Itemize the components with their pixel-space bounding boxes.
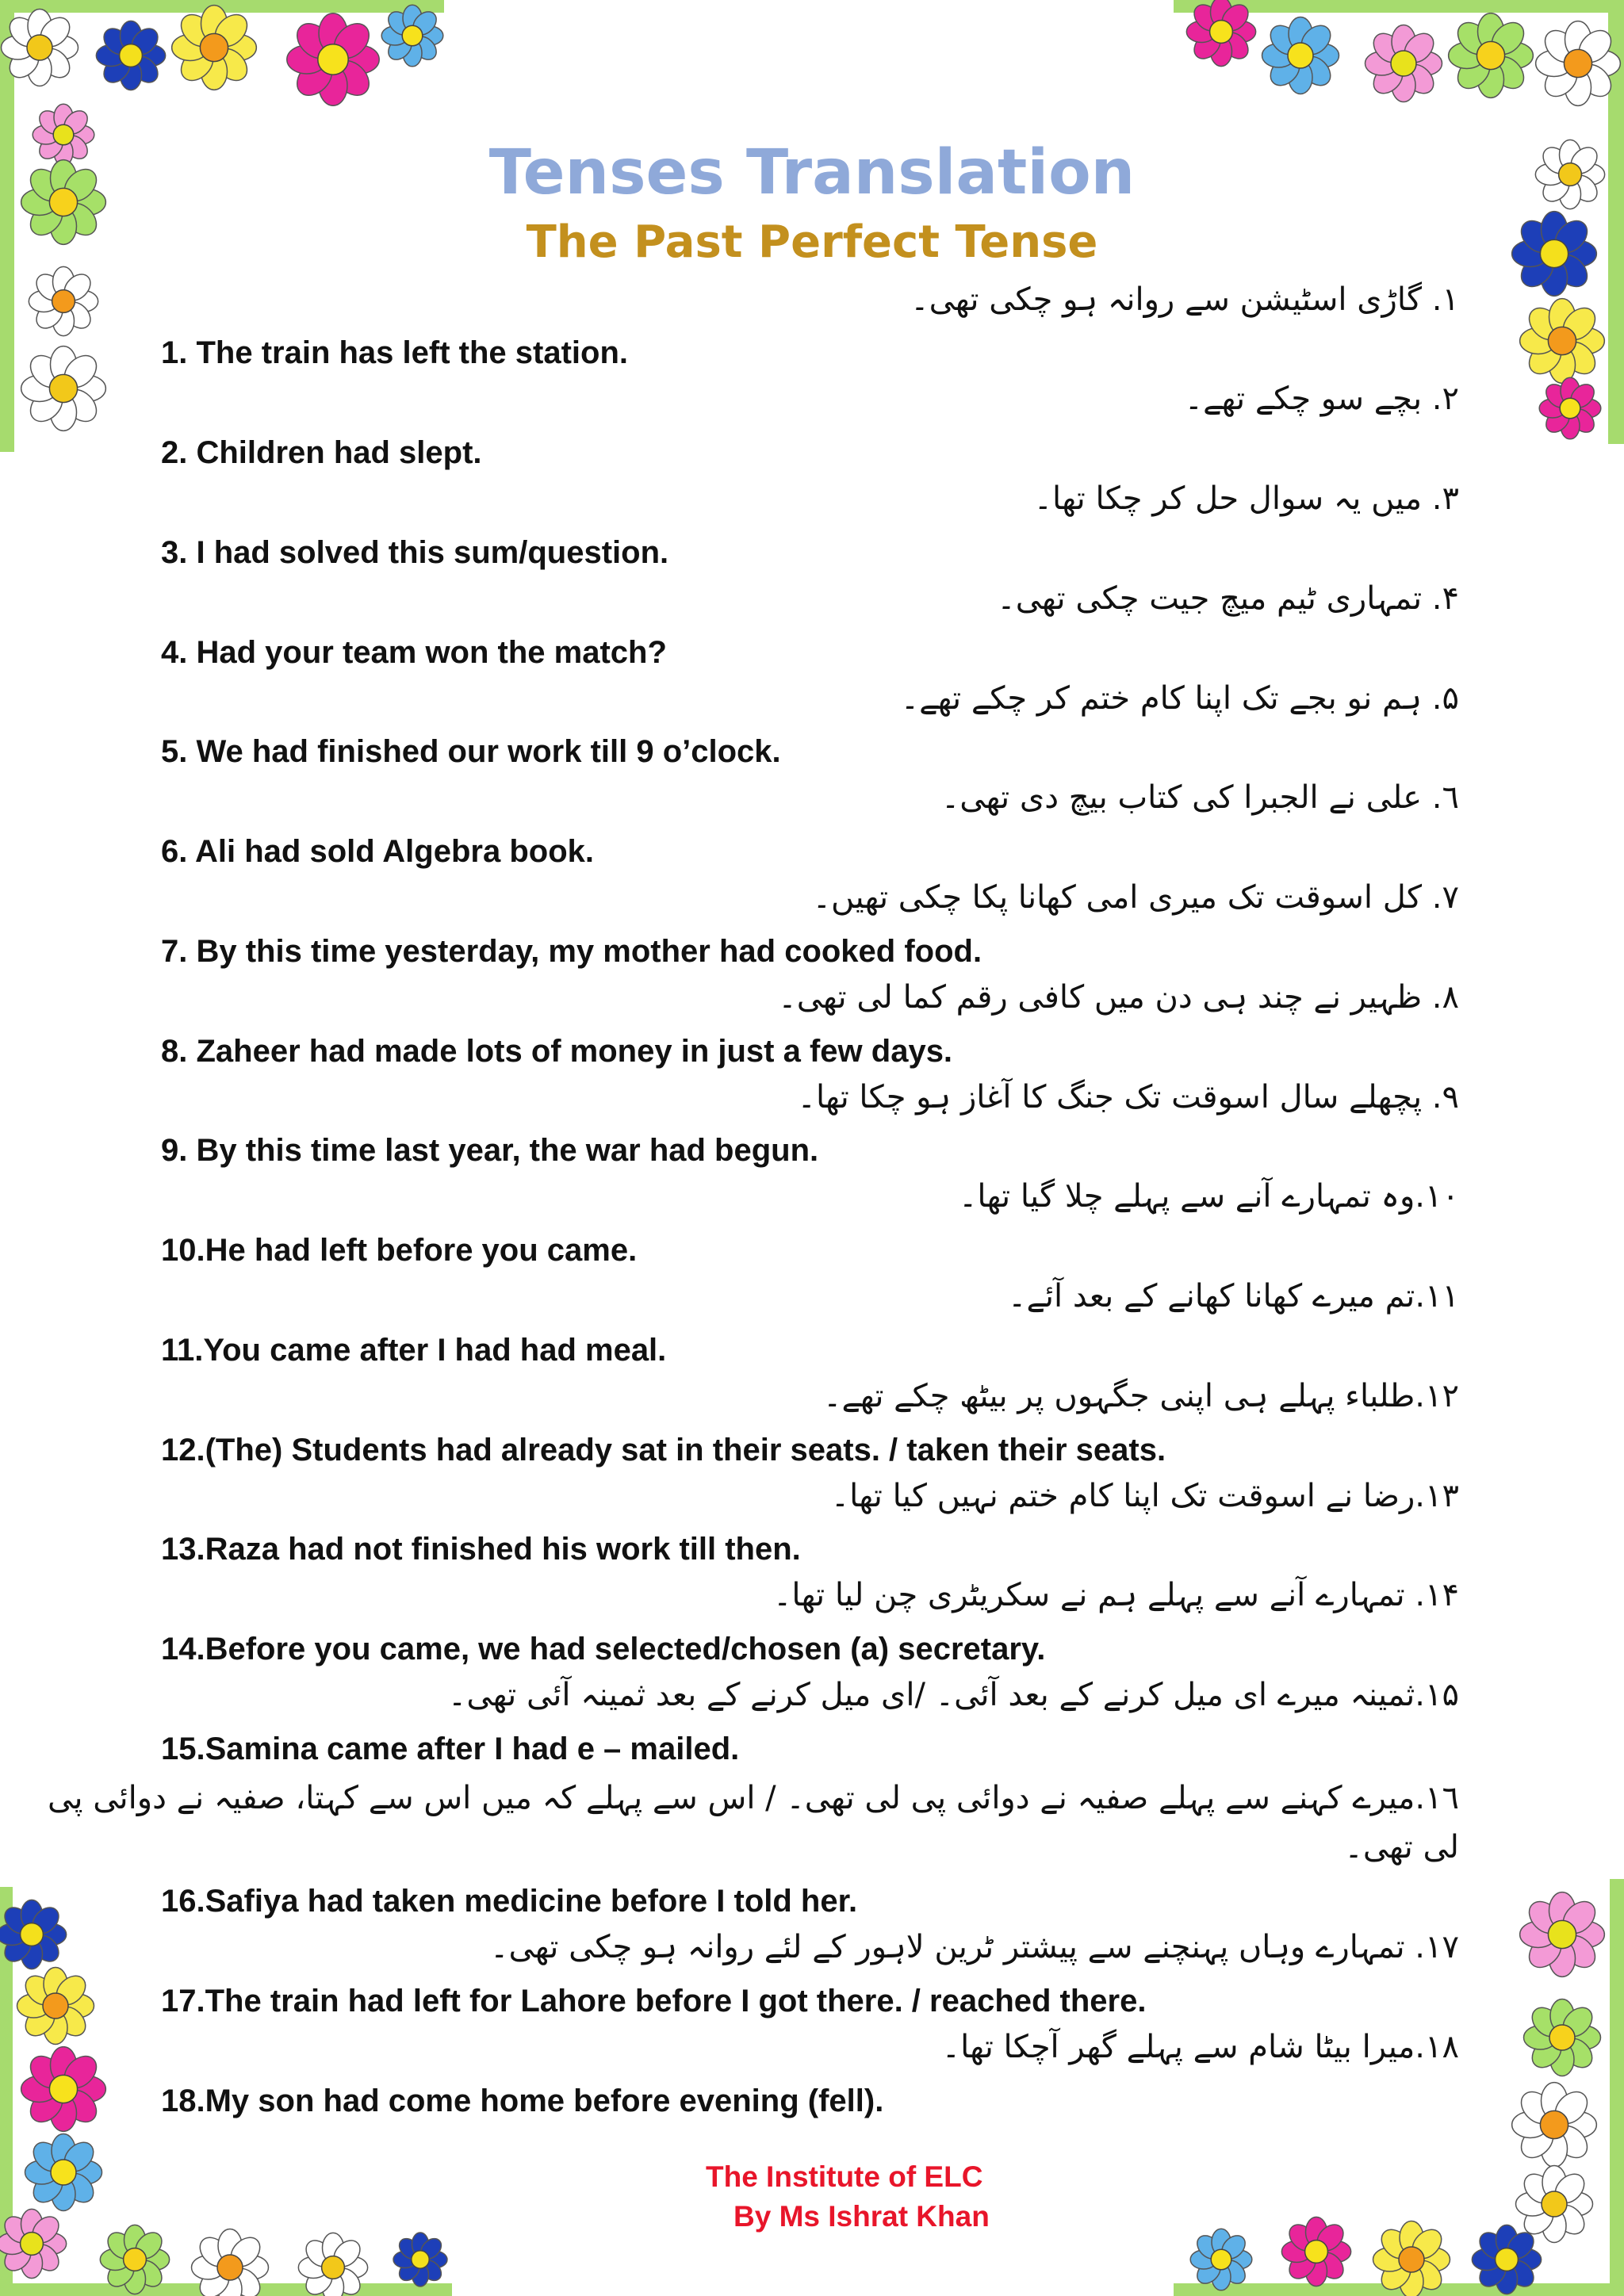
flower-icon <box>1281 2217 1350 2286</box>
english-sentence-6: 6. Ali had sold Algebra book. <box>161 834 594 869</box>
english-sentence-12: 12.(The) Students had already sat in their seats. / taken their seats. <box>161 1433 1166 1468</box>
english-sentence-14: 14.Before you came, we had selected/chosen (a) secretary. <box>161 1632 1046 1667</box>
flower-icon <box>1373 2221 1450 2296</box>
flower-icon <box>2 10 79 86</box>
english-sentence-3: 3. I had solved this sum/question. <box>161 535 669 570</box>
flower-icon <box>96 21 165 90</box>
flower-icon <box>1520 1892 1605 1977</box>
page-subtitle: The Past Perfect Tense <box>526 216 1098 268</box>
english-sentence-17: 17.The train had left for Lahore before I got there. / reached there. <box>161 1984 1147 2019</box>
urdu-sentence-12: ١٢.طلباء پہلے ہی اپنی جگہوں پر بیٹھ چکے تھے۔ <box>823 1378 1459 1414</box>
english-sentence-15: 15.Samina came after I had e – mailed. <box>161 1732 740 1766</box>
urdu-sentence-13: ١٣.رضا نے اسوقت تک اپنا کام ختم نہیں کیا تھا۔ <box>830 1478 1459 1514</box>
flower-icon <box>1365 25 1442 102</box>
urdu-sentence-7: ۷. کل اسوقت تک میری امی کھانا پکا چکی تھیں۔ <box>812 879 1459 916</box>
english-sentence-16: 16.Safiya had taken medicine before I told her. <box>161 1884 858 1919</box>
urdu-sentence-4: ۴. تمہاری ٹیم میچ جیت چکی تھی۔ <box>997 580 1459 617</box>
flower-icon <box>393 2233 447 2286</box>
urdu-sentence-15: ١۵.ثمینہ میرے ای میل کرنے کے بعد آئی۔ /ای میل کرنے کے بعد ثمینہ آئی تھی۔ <box>447 1677 1459 1713</box>
urdu-sentence-1: ١. گاڑی اسٹیشن سے روانہ ہو چکی تھی۔ <box>910 281 1459 318</box>
english-sentence-10: 10.He had left before you came. <box>161 1233 638 1268</box>
flower-icon <box>1520 299 1605 384</box>
urdu-sentence-3: ٣. میں یہ سوال حل کر چکا تھا۔ <box>1033 480 1459 517</box>
flower-icon <box>1516 2166 1593 2243</box>
flower-icon <box>298 2233 367 2296</box>
english-sentence-5: 5. We had finished our work till 9 o’clock. <box>161 734 781 769</box>
english-sentence-18: 18.My son had come home before evening (fell). <box>161 2084 884 2118</box>
urdu-sentence-10: ١٠.وہ تمہارے آنے سے پہلے چلا گیا تھا۔ <box>958 1178 1459 1215</box>
english-sentence-8: 8. Zaheer had made lots of money in just a few days. <box>161 1034 953 1069</box>
urdu-sentence-2: ٢. بچے سو چکے تھے۔ <box>1184 381 1459 417</box>
english-sentence-9: 9. By this time last year, the war had begun. <box>161 1133 819 1168</box>
flower-icon <box>100 2225 169 2294</box>
flower-icon <box>1186 0 1255 67</box>
urdu-sentence-9: ٩. پچھلے سال اسوقت تک جنگ کا آغاز ہو چکا تھا۔ <box>797 1079 1459 1115</box>
flower-icon <box>287 13 379 105</box>
footer-author: By Ms Ishrat Khan <box>733 2200 990 2233</box>
flower-icon <box>25 2134 102 2211</box>
flower-icon <box>1524 1999 1601 2076</box>
english-sentence-7: 7. By this time yesterday, my mother had cooked food. <box>161 934 982 969</box>
flower-icon <box>0 2209 67 2278</box>
urdu-sentence-5: ۵. ہم نو بجے تک اپنا کام ختم کر چکے تھے۔ <box>900 680 1459 717</box>
page-title: Tenses Translation <box>488 137 1136 209</box>
flower-icon <box>381 5 443 67</box>
urdu-sentence-8: ٨. ظہیر نے چند ہی دن میں کافی رقم کما لی تھی۔ <box>778 979 1459 1016</box>
flower-icon <box>1262 17 1339 94</box>
flower-icon <box>1539 377 1601 439</box>
flower-icon <box>1449 13 1534 98</box>
flower-icon <box>172 6 257 90</box>
urdu-sentence-14: ١۴. تمہارے آنے سے پہلے ہم نے سکریٹری چن لیا تھا۔ <box>772 1577 1459 1613</box>
urdu-sentence-11: ١١.تم میرے کھانا کھانے کے بعد آئے۔ <box>1008 1278 1459 1314</box>
urdu-sentence-18: ١٨.میرا بیٹا شام سے پہلے گھر آچکا تھا۔ <box>941 2029 1459 2065</box>
flower-icon <box>192 2229 269 2296</box>
english-sentence-1: 1. The train has left the station. <box>161 335 628 370</box>
urdu-sentence-17: ١۷. تمہارے وہاں پہنچنے سے پیشتر ٹرین لاہور کے لئے روانہ ہو چکی تھی۔ <box>490 1929 1459 1965</box>
flower-icon <box>1536 21 1621 106</box>
english-sentence-13: 13.Raza had not finished his work till then. <box>161 1532 801 1567</box>
flower-icon <box>1512 2083 1597 2168</box>
urdu-sentence-16: ١٦.میرے کہنے سے پہلے صفیہ نے دوائی پی لی تھی۔ / اس سے پہلے کہ میں اس سے کہتا، صفیہ نے دوائی پی لی تھی۔ <box>48 1780 1459 1866</box>
flower-icon <box>1472 2225 1541 2294</box>
english-sentence-2: 2. Children had slept. <box>161 435 482 470</box>
footer-institute: The Institute of ELC <box>706 2160 983 2193</box>
flower-icon <box>1190 2229 1252 2290</box>
english-sentence-11: 11.You came after I had had meal. <box>161 1333 667 1368</box>
english-sentence-4: 4. Had your team won the match? <box>161 635 667 670</box>
urdu-sentence-6: ٦. علی نے الجبرا کی کتاب بیچ دی تھی۔ <box>940 779 1459 816</box>
